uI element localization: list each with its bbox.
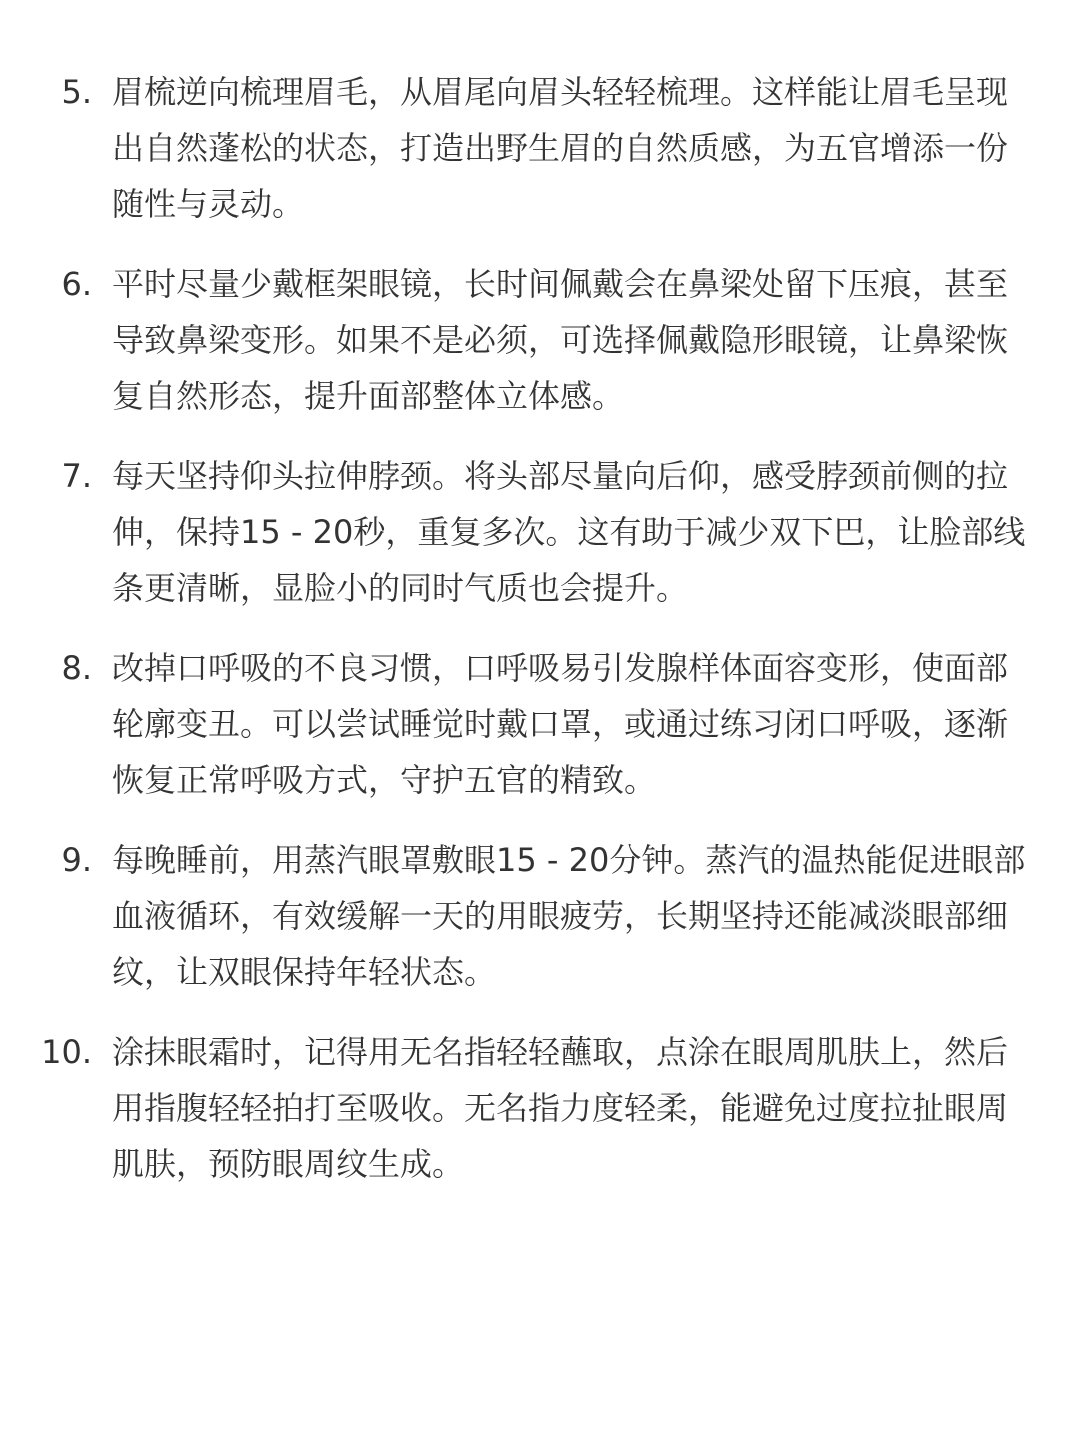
text-line: 伸，保持15 - 20秒，重复多次。这有助于减少双下巴，让脸部线 (112, 513, 1026, 551)
list-item (0, 448, 1080, 616)
text-line: 轮廓变丑。可以尝试睡觉时戴口罩，或通过练习闭口呼吸，逐渐 (112, 705, 1009, 743)
item-number: 6. (61, 265, 92, 303)
list-item (0, 1024, 1080, 1192)
text-line: 血液循环，有效缓解一天的用眼疲劳，长期坚持还能减淡眼部细 (112, 897, 1009, 935)
item-text (112, 64, 1024, 232)
item-number: 5. (61, 73, 92, 111)
text-line: 复自然形态，提升面部整体立体感。 (112, 377, 625, 415)
list-item (0, 832, 1080, 1000)
text-line: 出自然蓬松的状态，打造出野生眉的自然质感，为五官增添一份 (112, 129, 1009, 167)
text-line: 眉梳逆向梳理眉毛，从眉尾向眉头轻轻梳理。这样能让眉毛呈现 (112, 73, 1009, 111)
item-number: 7. (61, 457, 92, 495)
item-number: 8. (61, 649, 92, 687)
item-number: 9. (61, 841, 92, 879)
text-line: 条更清晰，显脸小的同时气质也会提升。 (112, 569, 689, 607)
tips-list (0, 64, 1080, 1216)
item-text (112, 1024, 1024, 1192)
text-line: 平时尽量少戴框架眼镜，长时间佩戴会在鼻梁处留下压痕，甚至 (112, 265, 1009, 303)
text-line: 每天坚持仰头拉伸脖颈。将头部尽量向后仰，感受脖颈前侧的拉 (112, 457, 1009, 495)
item-text (112, 832, 1024, 1000)
item-number: 10. (41, 1033, 92, 1071)
text-line: 导致鼻梁变形。如果不是必须，可选择佩戴隐形眼镜，让鼻梁恢 (112, 321, 1009, 359)
list-item (0, 64, 1080, 232)
item-text (112, 640, 1024, 808)
list-item (0, 640, 1080, 808)
item-text (112, 448, 1024, 616)
text-line: 纹，让双眼保持年轻状态。 (112, 953, 497, 991)
list-item (0, 256, 1080, 424)
text-line: 每晚睡前，用蒸汽眼罩敷眼15 - 20分钟。蒸汽的温热能促进眼部 (112, 841, 1026, 879)
text-line: 改掉口呼吸的不良习惯，口呼吸易引发腺样体面容变形，使面部 (112, 649, 1009, 687)
text-line: 随性与灵动。 (112, 185, 305, 223)
text-line: 涂抹眼霜时，记得用无名指轻轻蘸取，点涂在眼周肌肤上，然后 (112, 1033, 1009, 1071)
text-line: 恢复正常呼吸方式，守护五官的精致。 (112, 761, 657, 799)
item-text (112, 256, 1024, 424)
text-line: 用指腹轻轻拍打至吸收。无名指力度轻柔，能避免过度拉扯眼周 (112, 1089, 1009, 1127)
text-line: 肌肤，预防眼周纹生成。 (112, 1145, 465, 1183)
